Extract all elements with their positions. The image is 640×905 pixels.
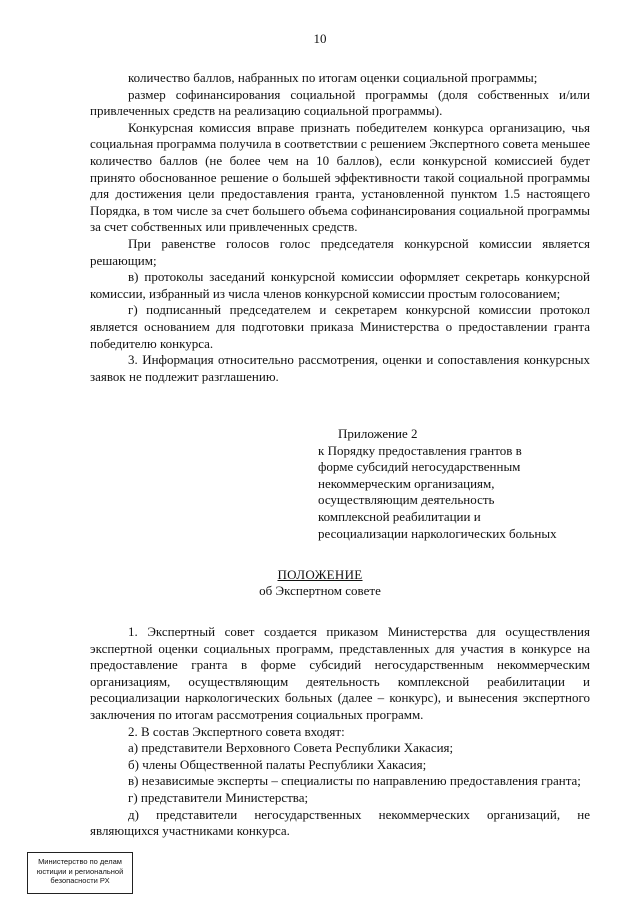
appendix-title: Приложение 2 <box>338 426 418 441</box>
paragraph: в) протоколы заседаний конкурсной комиссии оформляет секретарь конкурсной комиссии, избранный из числа членов конкурсной комиссии простым голосованием; <box>90 269 590 301</box>
registration-stamp <box>27 852 133 894</box>
appendix-line: к Порядку предоставления грантов в <box>318 442 522 458</box>
stamp-line: Министерство по делам <box>38 857 122 866</box>
heading-title: ПОЛОЖЕНИЕ <box>277 567 363 582</box>
paragraph: в) независимые эксперты – специалисты по направлению предоставления гранта; <box>128 773 581 789</box>
page-number: 10 <box>313 31 327 46</box>
paragraph: б) члены Общественной палаты Республики Хакасия; <box>128 756 427 772</box>
appendix-line: форме субсидий негосударственным <box>318 459 521 475</box>
paragraph: количество баллов, набранных по итогам оценки социальной программы; <box>128 70 538 85</box>
body-text-top <box>90 70 590 385</box>
paragraph: 3. Информация относительно рассмотрения, оценки и сопоставления конкурсных заявок не подлежит разглашению. <box>90 352 590 384</box>
stamp-line: безопасности РХ <box>50 876 110 885</box>
body-text-bottom <box>90 624 590 840</box>
appendix-block <box>318 426 588 542</box>
paragraph: Конкурсная комиссия вправе признать победителем конкурса организацию, чья социальная программа получила в соответствии с решением Экспертного совета меньшее количество баллов (не более чем на 10 баллов), если конкурсной комиссией будет принято обоснованное решение о большей эффективности такой социальной программы для достижения цели предоставления гранта, установленной пунктом 1.5 настоящего Порядка, в том числе за счет большего объема софинансирования социальной программы за счет собственных или привлеченных средств. <box>90 119 590 235</box>
paragraph: 1. Экспертный совет создается приказом Министерства для осуществления экспертной оценки социальных программ, представленных для участия в конкурсе на предоставление гранта в форме субсидий негосударственным некоммерческим организациям, осуществляющим деятельность комплексной реабилитации и ресоциализации наркологических больных (далее – конкурс), и вынесения экспертного заключения по итогам рассмотрения социальных программ. <box>90 624 590 722</box>
paragraph: а) представители Верховного Совета Республики Хакасия; <box>128 740 454 756</box>
appendix-line: комплексной реабилитации и <box>318 508 481 524</box>
document-heading <box>0 567 640 599</box>
paragraph: г) подписанный председателем и секретарем конкурсной комиссии протокол является основанием для подготовки приказа Министерства о предоставлении гранта победителю конкурса. <box>90 302 590 351</box>
paragraph: д) представители негосударственных некоммерческих организаций, не являющихся участниками конкурса. <box>90 806 590 839</box>
appendix-line: осуществляющим деятельность <box>318 492 495 508</box>
paragraph: 2. В состав Экспертного совета входят: <box>128 723 345 739</box>
appendix-line: ресоциализации наркологических больных <box>318 525 557 541</box>
paragraph: размер софинансирования социальной программы (доля собственных и/или привлеченных средств на реализацию социальной программы). <box>90 86 590 119</box>
paragraph: г) представители Министерства; <box>128 789 309 805</box>
appendix-line: некоммерческим организациям, <box>318 475 495 491</box>
paragraph: При равенстве голосов голос председателя конкурсной комиссии является решающим; <box>90 235 590 268</box>
heading-subtitle: об Экспертном совете <box>259 583 381 598</box>
stamp-line: юстиции и региональной <box>36 866 124 876</box>
